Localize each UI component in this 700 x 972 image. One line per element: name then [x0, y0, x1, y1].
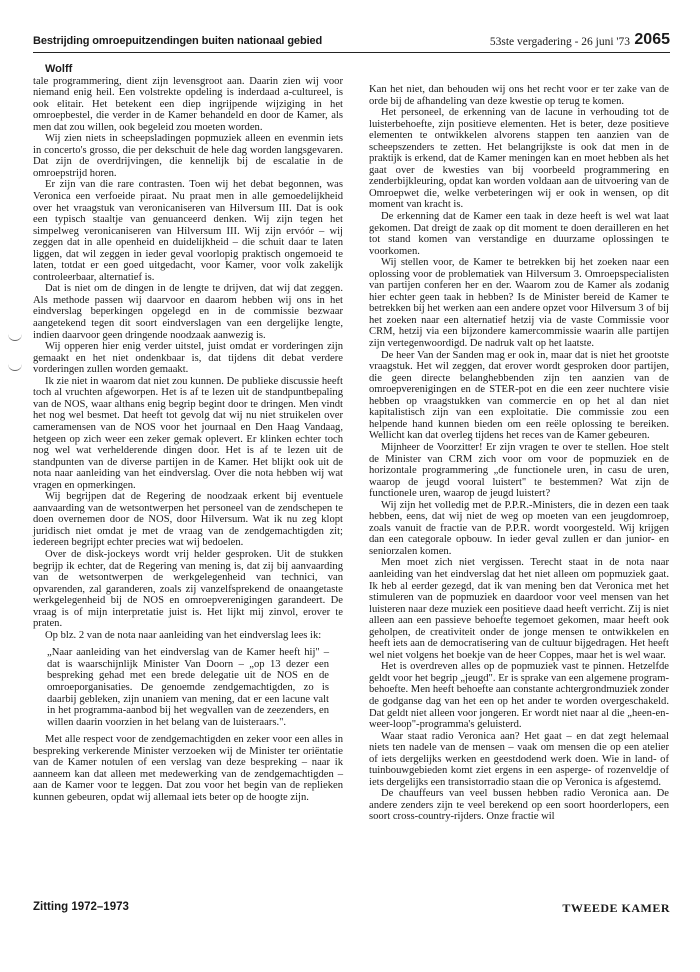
footer-session: Zitting 1972–1973: [33, 901, 129, 913]
paragraph: Ik zie niet in waarom dat niet zou kunnen. De publieke discussie heeft toch al vruchten afgeworpen. Het is af te lezen uit de standpuntbepaling van de NOS, waar althans enig begrip begint door te dringen. Men vindt het nog wel besmet. Dat heeft tot gevolg dat wij nu niet struikelen over cameramensen van de NOS voor het journaal en Den Haag Vandaag, hetgeen op zich weer een zeker gemak oplevert. Er klinken echter toch nog wel wat verhelderende dingen door. Het is af te lezen uit de standpunten van de diverse partijen in de Kamer. Het blijkt ook uit de nota naar aanleiding van het eindverslag. Over die nota hebben wij wat vragen en opmerkingen.: [33, 375, 343, 491]
paragraph: De chauffeurs van veel bussen hebben radio Veronica aan. De andere zenders zijn te veel berekend op een soort hoorderlopers, een soort cross-country-rijders. Onze fractie wil: [369, 788, 669, 823]
paragraph: Het personeel, de erkenning van de lacune in verhouding tot de luisterbehoefte, zijn positieve elementen. Het is beter, deze positieve elementen te ontwikkelen alvorens stappen ten aanzien van de scheepszenders te zetten. Het belangrijkste is ook dat men in de praktijk is erkend, dat de Kamer meningen kan en moet hebben als het gaat over de kwesties van bij voorbeeld programmering en zenderbijkleuring, opdat kan worden voldaan aan de uitvoering van de Omroepwet die, welke verbeteringen wij er ook in wensen, op dit moment van kracht is.: [369, 107, 669, 211]
margin-mark: [8, 334, 22, 341]
speaker-name: Wolff: [45, 63, 73, 75]
footer-chamber: TWEEDE KAMER: [562, 901, 670, 915]
header-session: 53ste vergadering - 26 juni '73: [489, 36, 630, 48]
paragraph: Mijnheer de Voorzitter! Er zijn vragen te over te stellen. Hoe stelt de Minister van CRM zich voor om voor de popmuziek en de horizontale programmering „de functionele uren, in casu de uren, waarop de jeugd vooral luistert" te bestemmen? Wat zijn de functionele uren, waarop de jeugd luistert?: [369, 441, 669, 500]
paragraph: Wij begrijpen dat de Regering de noodzaak erkent bij eventuele aanvaarding van de wetsontwerpen het personeel van de zendschepen te doen overnemen door de NOS, door Hilversum. Wat ik nu zeg klopt juridisch niet omdat je met de vraag van de zendgemachtigden zit; iedereen begrijpt echter precies wat wij bedoelen.: [33, 491, 343, 549]
paragraph: Wij opperen hier enig verder uitstel, juist omdat er vorderingen zijn gemaakt en het niet ondenkbaar is, dat tijdens dit debat verdere vorderingen zullen worden gemaakt.: [33, 341, 343, 376]
quotation: „Naar aanleiding van het eindverslag van de Kamer heeft hij" – dat is waarschijnlijk Minister Van Doorn – „op 13 dezer een bespreking gehad met een brede delegatie uit de NOS en de omroeporganisaties. De genoemde zendgemachtigden, zo is daarbij gebleken, zijn unaniem van mening, dat er een lacune valt in het programma-aanbod bij het wegvallen van de zeezenders, en willen daarin voorzien in het belang van de luisteraars.".: [47, 647, 329, 728]
margin-mark: [8, 364, 22, 371]
header-title: Bestrijding omroepuitzendingen buiten nationaal gebied: [33, 35, 323, 47]
paragraph: Het is overdreven alles op de popmuziek vast te pinnen. Hetzelfde geldt voor het begrip „jeugd". Er is sprake van een algemene program-behoefte. Men heeft behoefte aan constante achtergrondmuziek zonder de godganse dag van het een op het ander te worden overgeschakeld. Dat geldt niet alleen voor jongeren. Er wordt niet naar al die „heen-en-weer-loop"-programma's geluisterd.: [369, 661, 669, 731]
paragraph: Over de disk-jockeys wordt vrij helder gesproken. Uit de stukken begrijp ik echter, dat de Regering van mening is, dat zij bij aanvaarding van de wetsontwerpen de werkgelegenheid van technici, van opvarenden, zal garanderen, zoals zij vanzelfsprekend de onaangetaste werkgelegenheid bij de NOS en omroepverenigingen garandeert. De vraag is of mijn interpretatie juist is. Het lijkt mij zinvol, erover te praten.: [33, 548, 343, 630]
right-column: [369, 84, 669, 823]
paragraph: Wij zien niets in scheepsladingen popmuziek alleen en evenmin iets in concerto's grosso, die per dekschuit de hele dag worden langsgevaren. Dat zijn de overdrijvingen, die kennelijk bij de escalatie in de omroepstrijd horen.: [33, 133, 343, 179]
paragraph: Kan het niet, dan behouden wij ons het recht voor er ter zake van de orde bij de afhandeling van deze kwestie op terug te komen.: [369, 84, 669, 107]
paragraph: Op blz. 2 van de nota naar aanleiding van het eindverslag lees ik:: [45, 629, 322, 641]
paragraph: Er zijn van die rare contrasten. Toen wij het debat begonnen, was Veronica een verfoeide piraat. Nu praat men in alle gemoedelijkheid over het vraagstuk van veronicaniseren van Hilversum III. Dat is ook een typisch staaltje van genuanceerd denken. Wij zijn tegen het simpelweg veronicaniseren van Hilversum III. Wij zijn ervóór – wij zeggen dat in alle openheid en duidelijkheid – die schuit daar te laten liggen, dat wil zeggen in ieder geval voorlopig praktisch ongemoeid te laten, totdat er een goed uitgedacht, voor Kamer, voor volk zakelijk controleerbaar, alternatief is.: [33, 179, 343, 283]
left-column: [33, 64, 343, 803]
paragraph: Wij zijn het volledig met de P.P.R.-Ministers, die in dezen een taak hebben, eens, dat wij niet de weg op moeten van een jeugdomroep, zoals vanuit de fractie van de P.P.R. wordt voorgesteld. Wij krijgen dan een categorale opbouw. In ieder geval zullen er dan junior- en seniorzalen komen.: [369, 499, 669, 557]
page-footer: [33, 901, 670, 915]
paragraph: tale programmering, dient zijn levensgroot aan. Daarin zien wij voor niemand enig heil. Een volstrekte opdeling is inderdaad a-cultureel, is ook elitair. Het betekent een diep ingrijpende wijziging in het omroepbestel, die verder in de Kamer behandeld en door de Kamer, als men dat zou willen, ook begeleid zou moeten worden.: [33, 75, 343, 133]
paragraph: De heer Van der Sanden mag er ook in, maar dat is niet het grootste vraagstuk. Het wil zeggen, dat erover wordt gesproken door partijen, die geen directe belanghebbenden zijn ten aanzien van de omroepverenigingen en de STER-pot en die een zeer nuchtere visie hebben op vraagstukken van commercie en op het al dan niet kapitalistisch zijn van een exploitatie. Die commissie zou een helpende hand kunnen bieden om een reële oplossing te bereiken. Wellicht kan dat overleg tijdens het reces van de Kamer gebeuren.: [369, 349, 669, 442]
page-number: 2065: [634, 31, 670, 48]
paragraph: De erkenning dat de Kamer een taak in deze heeft is wel wat laat gekomen. Dat dreigt de zaak op dit moment te doen derailleren en het tot stand komen van verstandige en duurzame oplossingen te voorkomen.: [369, 211, 669, 257]
paragraph: Met alle respect voor de zendgemachtigden en zeker voor een alles in bespreking verkerende Minister verzoeken wij de Minister ter oriëntatie van de Kamer notulen of een verslag van deze bespreking – naar ik aanneem kan dat alleen met medewerking van de zendgemachtigden – aan de Kamer voor te leggen. Dat zou voor het begin van de replieken kunnen gebeuren, opdat wij allemaal iets beter op de hoogte zijn.: [33, 734, 343, 803]
paragraph: Waar staat radio Veronica aan? Het gaat – en dat zegt helemaal niets ten nadele van de mensen – vaak om mensen die op een atelier of iets dergelijks werken en geestdodend werk doen. Wie in land- of tuinbouwgebieden komt ziet ergens in een asperge- of rozenveldje of iets dergelijks een transistorradio staan die op Veronica is afgestemd.: [369, 730, 669, 788]
page-header: [33, 31, 670, 53]
paragraph: Wij stellen voor, de Kamer te betrekken bij het zoeken naar een oplossing voor de problematiek van Hilversum 3. Omroepspecialisten van partijen conferen her en der. Waarom zou de Kamer als zodanig hier echter geen taak in hebben? Is de Minister bereid de Kamer te betrekken bij het werken aan een andere opzet voor Hilversum 3 of bij het zoeken naar een alternatief hetzij via de vaste Commissie voor CRM, hetzij via een bijzondere kamercommissie waarin alle partijen zijn vertegenwoordigd. De nadruk valt op het laatste.: [369, 257, 669, 350]
paragraph: Men moet zich niet vergissen. Terecht staat in de nota naar aanleiding van het eindverslag dat het niet alleen om popmuziek gaat. Ik heb al eerder gezegd, dat ik van mening ben dat Veronica met het stimuleren van de popmuziek en daardoor voor veel mensen van het luisteren naar deze muziek een positieve daad heeft verricht. Zij is niet alleen aan een passieve behoefte tegemoet gekomen, maar heeft ook geholpen, de creativiteit onder de jonge mensen te ontwikkelen en heeft iets aan de democratisering van de cultuur bijgedragen. Het heeft wel niet volgens het boekje van de heer Coppes, maar het is wel waar.: [369, 557, 669, 661]
paragraph: Dat is niet om de dingen in de lengte te drijven, dat wij dat zeggen. Als methode passen wij daarvoor en daarom hebben wij ons in het eindverslag beperkingen opgelegd en in de commissie bezwaar aangetekend tegen dit soort eindverslagen van een dergelijke lengte, indien daarvoor geen dringende noodzaak aanwezig is.: [33, 283, 343, 341]
